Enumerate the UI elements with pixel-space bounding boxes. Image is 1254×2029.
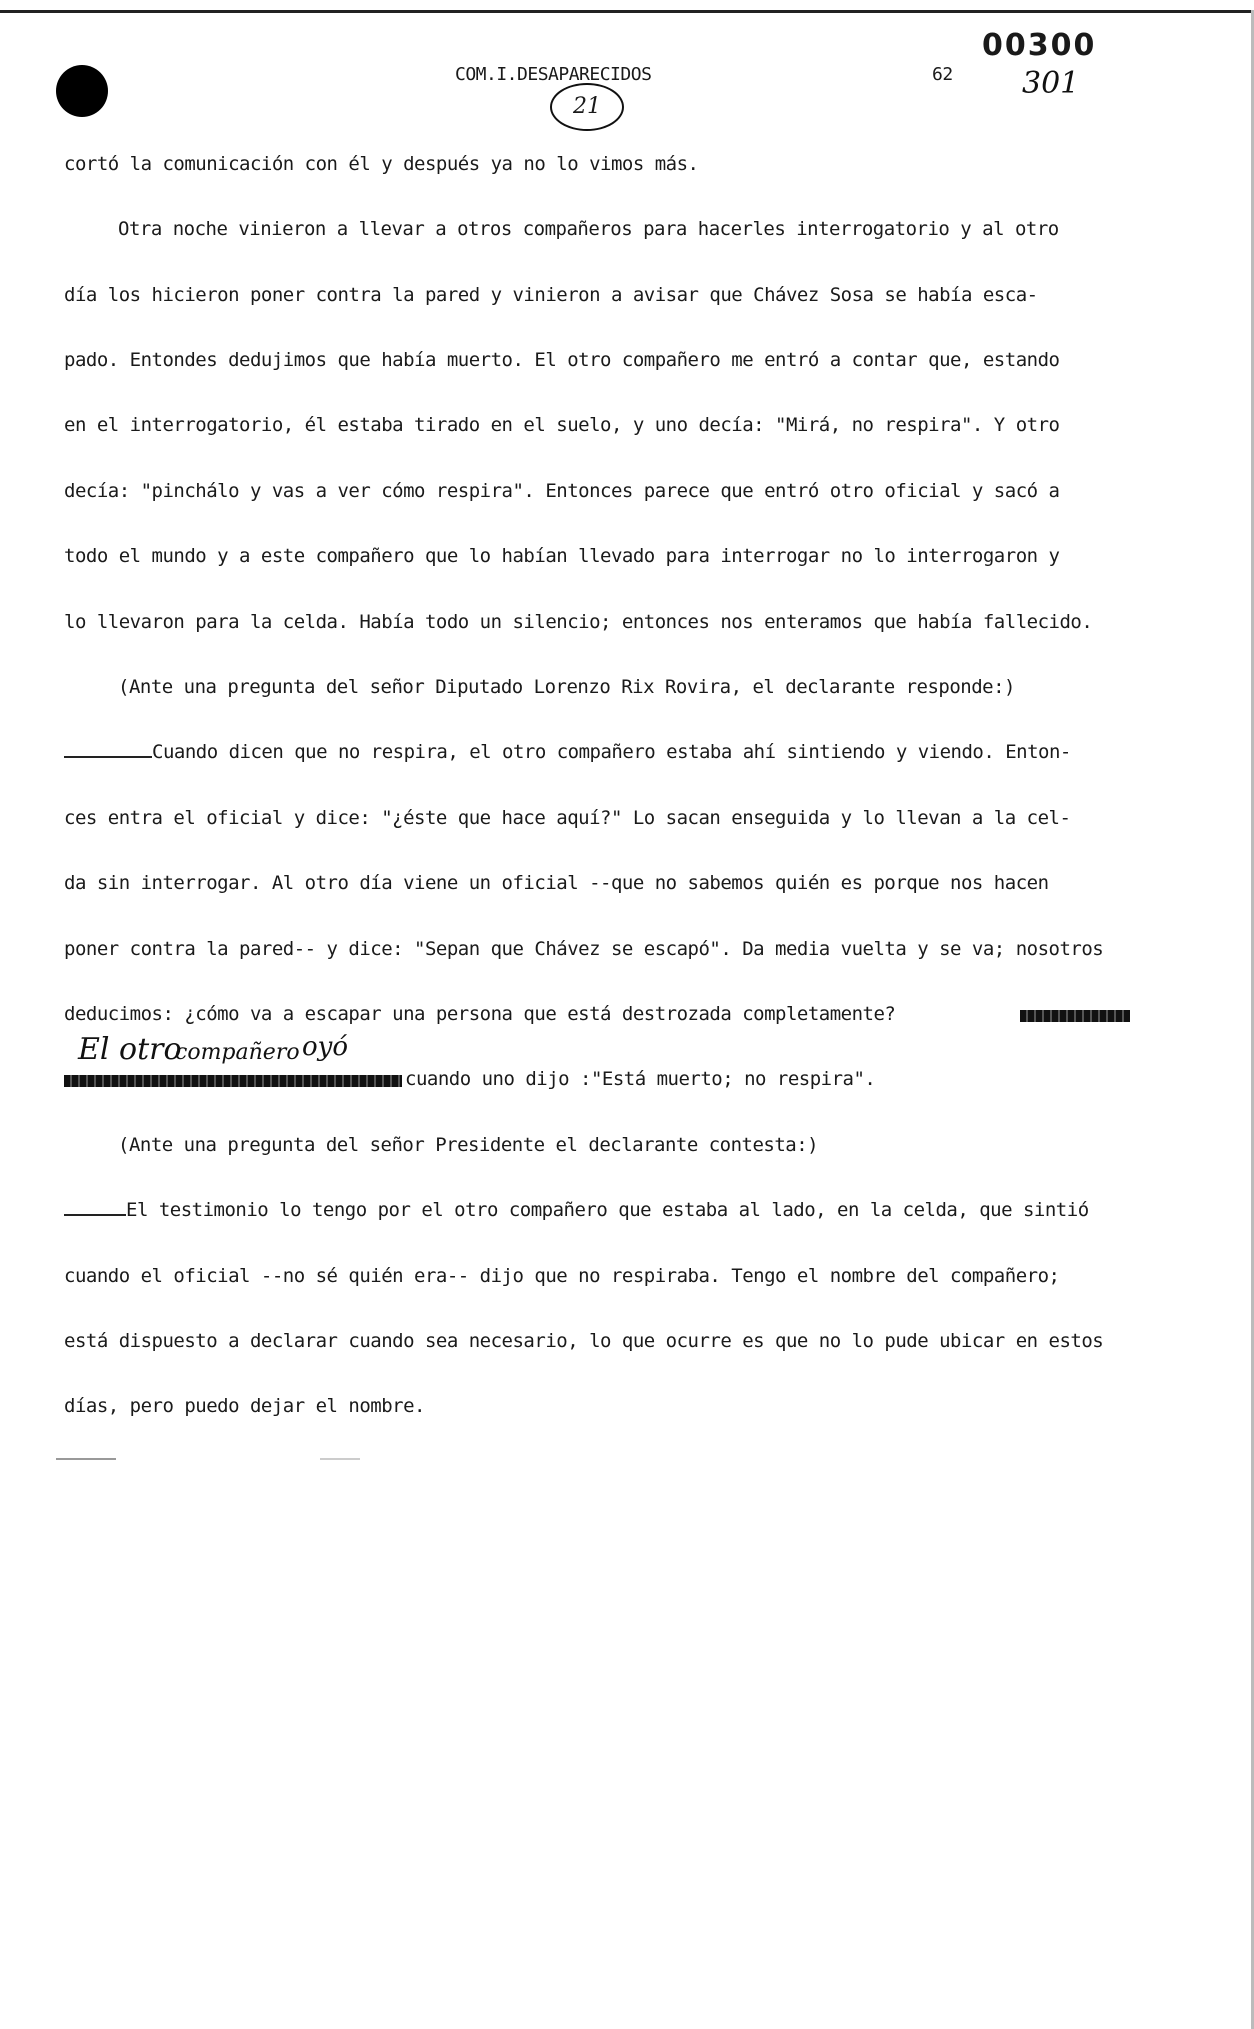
- handwritten-insert: compañero: [175, 1040, 300, 1065]
- text-line: da sin interrogar. Al otro día viene un oficial --que no sabemos quién es porque nos hacen: [64, 872, 1049, 894]
- handwritten-insert: oyó: [302, 1032, 348, 1062]
- header-title: COM.I.DESAPARECIDOS: [455, 64, 652, 85]
- text-line: lo llevaron para la celda. Había todo un silencio; entonces nos enteramos que había fallecido.: [64, 611, 1093, 633]
- handwritten-page-number: 301: [1022, 66, 1080, 101]
- page-top-border: [0, 10, 1254, 13]
- text-line: Otra noche vinieron a llevar a otros compañeros para hacerles interrogatorio y al otro: [118, 218, 1059, 240]
- struck-out-text: [64, 1075, 402, 1087]
- text-line: (Ante una pregunta del señor Presidente el declarante contesta:): [118, 1134, 819, 1156]
- text-line: cuando uno dijo :"Está muerto; no respira".: [405, 1068, 876, 1090]
- text-line: (Ante una pregunta del señor Diputado Lorenzo Rix Rovira, el declarante responde:): [118, 676, 1015, 698]
- text-line: ces entra el oficial y dice: "¿éste que hace aquí?" Lo sacan enseguida y lo llevan a la cel-: [64, 807, 1071, 829]
- divider: [56, 1458, 116, 1460]
- answer-text: El testimonio lo tengo por el otro compañero que estaba al lado, en la celda, que sintió: [126, 1199, 1089, 1221]
- text-line: poner contra la pared-- y dice: "Sepan que Chávez se escapó". Da media vuelta y se va; nosotros: [64, 938, 1104, 960]
- text-line: está dispuesto a declarar cuando sea necesario, lo que ocurre es que no lo pude ubicar en estos: [64, 1330, 1104, 1352]
- text-line: pado. Entondes dedujimos que había muerto. El otro compañero me entró a contar que, estando: [64, 349, 1060, 371]
- answer-text: Cuando dicen que no respira, el otro compañero estaba ahí sintiendo y viendo. Enton-: [152, 741, 1071, 763]
- text-line: cortó la comunicación con él y después ya no lo vimos más.: [64, 153, 699, 175]
- punch-hole: [56, 65, 108, 117]
- answer-blank: [64, 755, 152, 758]
- struck-out-text: [1020, 1010, 1130, 1022]
- text-line: días, pero puedo dejar el nombre.: [64, 1395, 425, 1417]
- text-line: día los hicieron poner contra la pared y vinieron a avisar que Chávez Sosa se había esca-: [64, 284, 1038, 306]
- text-line: cuando el oficial --no sé quién era-- dijo que no respiraba. Tengo el nombre del compañero;: [64, 1265, 1060, 1287]
- text-line: deducimos: ¿cómo va a escapar una persona que está destrozada completamente?: [64, 1003, 896, 1025]
- answer-line: [64, 741, 1071, 763]
- handwritten-insert: El otro: [78, 1032, 182, 1067]
- text-line: todo el mundo y a este compañero que lo habían llevado para interrogar no lo interrogaron y: [64, 545, 1060, 567]
- answer-blank: [64, 1213, 126, 1216]
- header-page-number: 62: [932, 64, 953, 85]
- answer-line: [64, 1199, 1089, 1221]
- circled-number: 21: [550, 83, 624, 131]
- divider: [320, 1458, 360, 1460]
- stamp-number: 00300: [982, 28, 1097, 63]
- text-line: decía: "pinchálo y vas a ver cómo respira". Entonces parece que entró otro oficial y sacó a: [64, 480, 1060, 502]
- text-line: en el interrogatorio, él estaba tirado en el suelo, y uno decía: "Mirá, no respira". Y otro: [64, 414, 1060, 436]
